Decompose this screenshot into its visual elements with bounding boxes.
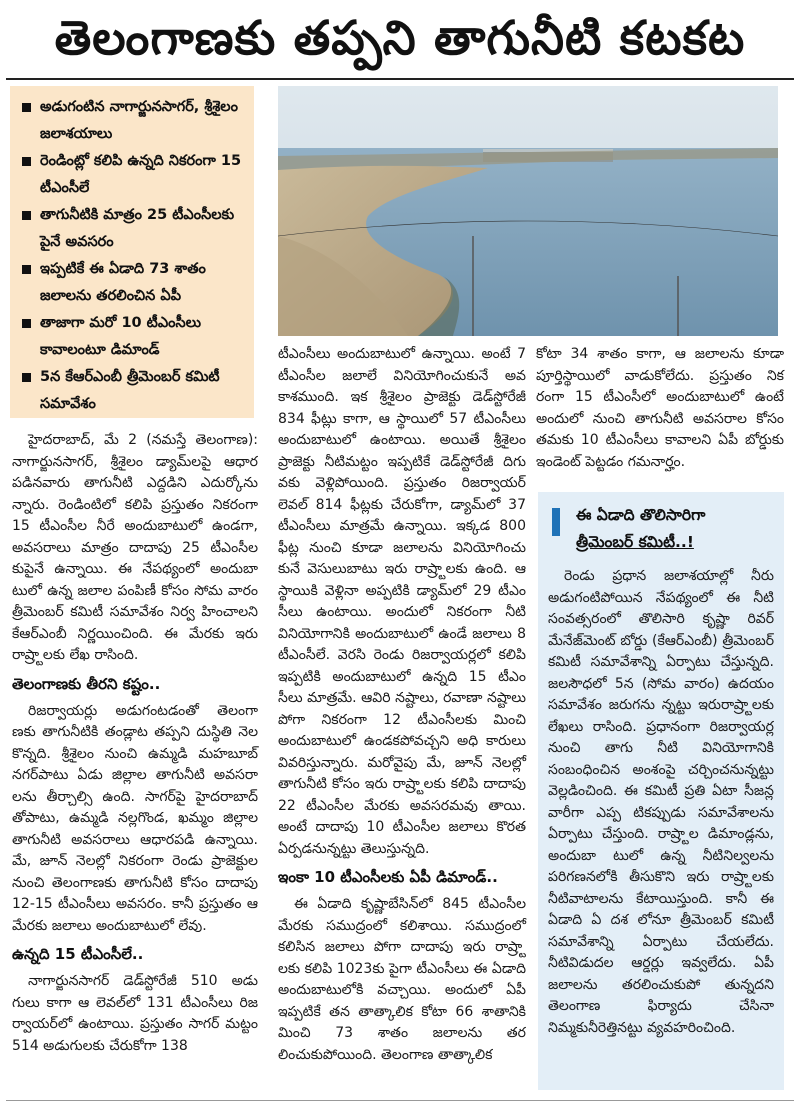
reservoir-photo	[278, 86, 778, 336]
headline: తెలంగాణకు తప్పని తాగునీటి కటకట	[54, 11, 746, 66]
paragraph: కోటా 34 శాతం కాగా, ఆ జలాలను కూడా పూర్తిస్థాయిలో వాడుకోలేదు. ప్రస్తుతం నిక రంగా 15 టీఎంసీలో అందుబాటులో ఉంటే అందులో నుంచి తాగునీటి అవసరాల కోసం తమకు 10 టీఎంసీలు కావాలని ఏపీ బోర్డుకు ఇండెంట్ పెట్టడం గమనార్హం.	[536, 346, 784, 470]
sidebar-title-line-1: ఈ ఏడాది తొలిసారిగా	[576, 506, 706, 524]
subheading: ఇంకా 10 టీఎంసీలకు ఏపీ డిమాండ్..	[278, 868, 498, 886]
sidebar-box-body	[548, 566, 774, 1039]
accent-bar	[552, 508, 560, 536]
bottom-rule	[6, 1100, 794, 1101]
summary-point: తాజాగా మరో 10 టీఎంసీలు కావాలంటూ డిమాండ్	[20, 310, 246, 364]
subheading: ఉన్నది 15 టీఎంసీలే..	[12, 945, 144, 963]
summary-point: రెండింట్లో కలిపి ఉన్నది నికరంగా 15 టీఎంసీలే	[20, 148, 246, 202]
summary-point: తాగునీటికి మాత్రం 25 టీఎంసీలకు పైనే అవసరం	[20, 202, 246, 256]
sidebar-box-title	[548, 502, 774, 556]
paragraph: హైదరాబాద్, మే 2 (నమస్తే తెలంగాణ): నాగార్జునసాగర్, శ్రీశైలం డ్యామ్‌లపై ఆధార పడినవారు తాగునీటి ఎద్దడిని ఎదుర్కోను న్నారు. రెండింటిలో కలిపి ప్రస్తుతం నికరంగా 15 టీఎంసీల నీరే అందుబాటులో ఉండగా, అవసరాలు మాత్రం దాదాపు 25 టీఎంసీల కుపైనే ఉన్నాయి. ఈ నేపథ్యంలో అందుబా టులో ఉన్న జలాల పంపిణీ కోసం సోమ వారం త్రీమెంబర్ కమిటీ సమావేశం నిర్వ హించాలని కేఆర్ఎంబీ నిర్ణయించింది. ఈ మేరకు ఇరు రాష్ర్టాలకు లేఖ రాసింది.	[12, 432, 258, 663]
summary-box	[10, 86, 254, 418]
article-column-2	[278, 344, 526, 1072]
paragraph: టీఎంసీలు అందుబాటులో ఉన్నాయి. అంటే 7 టీఎంసీల జలాలే వినియోగించుకునే అవ కాశముంది. ఇక శ్రీశైలం ప్రాజెక్టు డెడ్‌స్టోరేజీ 834 ఫీట్లు కాగా, ఆ స్థాయిలో 57 టీఎంసీలు అందుబాటులో ఉంటాయి. అయితే శ్రీశైలం ప్రాజెక్టు నీటిమట్టం ఇప్పటికే డెడ్‌స్టోరేజీ దిగు వకు వెళ్లిపోయింది. ప్రస్తుతం రిజర్వాయర్ లెవల్ 814 ఫీట్లకు చేరుకోగా, డ్యామ్‌లో 37 టీఎంసీలు మాత్రమే ఉన్నాయి. ఇక్కడ 800 ఫీట్ల నుంచి కూడా జలాలను వినియోగించు కునే వెసులుబాటు ఇరు రాష్ర్టాలకు ఉంది. ఆ స్థాయికి వెళ్లినా అప్పటికి డ్యామ్‌లో 29 టీఎం సీలు ఉంటాయి. అందులో నికరంగా నీటి వినియోగానికి అందుబాటులో ఉండే జలాలు 8 టీఎంసీలే. వెరసి రెండు రిజర్వాయర్లలో కలిపి ఇప్పటికి అందుబాటులో ఉన్నది 15 టీఎం సీలు మాత్రమే. ఆవిరి నష్టాలు, రవాణా నష్టాలు పోగా నికరంగా 12 టీఎంసీలకు మించి అందుబాటులో ఉండకపోవచ్చని అధి కారులు వివరిస్తున్నారు. మరోవైపు మే, జూన్ నెలల్లో తాగునీటి కోసం ఇరు రాష్ర్టాలకు కలిపి దాదాపు 22 టీఎంసీల మేరకు అవసరమవు తాయి. అంటే దాదాపు 10 టీఎంసీల జలాలు కొరత ఏర్పడనున్నట్టు తెలుస్తున్నది.	[278, 346, 526, 857]
paragraph: రిజర్వాయర్లు అడుగంటడంతో తెలంగా ణకు తాగునీటికి తండ్లాట తప్పని దుస్థితి నెల కొన్నది. శ్రీశైలం నుంచి ఉమ్మడి మహబూబ్ నగర్‌పాటు ఏడు జిల్లాల తాగునీటి అవసరా లను తీర్చాల్సి ఉంది. సాగర్‌పై హైదరాబాద్ తోపాటు, ఉమ్మడి నల్లగొండ, ఖమ్మం జిల్లాల తాగునీటి అవసరాలు ఆధారపడి ఉన్నాయి. మే, జూన్ నెలల్లో నికరంగా రెండు ప్రాజెక్టుల నుంచి తెలంగాణకు తాగునీటి కోసం దాదాపు 12-15 టీఎంసీలు అవసరం. కానీ ప్రస్తుతం ఆ మేరకు జలాలు అందుబాటులో లేవు.	[12, 702, 258, 934]
summary-point: 5న కేఆర్ఎంబీ త్రీమెంబర్ కమిటీ సమావేశం	[20, 364, 246, 418]
sidebar-box	[538, 492, 784, 1090]
sidebar-title-line-2: త్రీమెంబర్ కమిటీ..!	[576, 533, 694, 551]
headline-rule	[6, 78, 794, 80]
summary-point: ఇప్పటికే ఈ ఏడాది 73 శాతం జలాలను తరలించిన ఏపీ	[20, 256, 246, 310]
paragraph: రెండు ప్రధాన జలాశయాల్లో నీరు అడుగంటిపోయిన నేపథ్యంలో ఈ నీటి సంవత్సరంలో తొలిసారి కృష్ణా రివర్ మేనేజ్‌మెంట్ బోర్డు (కేఆర్ఎంబీ) త్రీమెంబర్ కమిటీ సమావేశాన్ని ఏర్పాటు చేస్తున్నది. జలసౌధలో 5న (సోమ వారం) ఉదయం సమావేశం జరుగను న్నట్టు ఇరురాష్ర్టాలకు లేఖలు రాసింది. ప్రధానంగా రిజర్వాయర్ల నుంచి తాగు నీటి వినియోగానికి సంబంధించిన అంశంపై చర్చించనున్నట్టు వెల్లడించింది. ఈ కమిటీ ప్రతి ఏటా సీజన్ల వారీగా ఎప్ప టికప్పుడు సమావేశాలను ఏర్పాటు చేస్తుంది. రాష్ర్టాల డిమాండ్లను, అందుబా టులో ఉన్న నీటినిల్వలను పరిగణనలోకి తీసుకొని ఇరు రాష్ర్టాలకు నీటివాటాలను కేటాయిస్తుంది. కానీ ఈ ఏడాది ఏ దశ లోనూ త్రీమెంబర్ కమిటీ సమావేశాన్ని ఏర్పాటు చేయలేదు. నీటివిడుదల ఆర్డర్లు ఇవ్వలేదు. ఏపీ జలాలను తరలించుకుపో తున్నదని తెలంగాణ ఫిర్యాదు చేసినా నిమ్మకునీరెత్తినట్టు వ్యవహరించింది.	[548, 568, 774, 1036]
subheading: తెలంగాణకు తీరని కష్టం..	[12, 674, 161, 693]
article-column-3	[536, 344, 784, 479]
paragraph: ఈ ఏడాది కృష్ణాబేసిన్‌లో 845 టీఎంసీల మేరకు సముద్రంలో కలిశాయి. సముద్రంలో కలిసిన జలాలు పోగా దాదాపు ఇరు రాష్ర్టా లకు కలిపి 1023కు పైగా టీఎంసీలు ఈ ఏడాది అందుబాటులోకి వచ్చాయి. అందులో ఏపీ ఇప్పటికే తన తాత్కాలిక కోటా 66 శాతానికి మించి 73 శాతం జలాలను తర లించుకుపోయింది. తెలంగాణ తాత్కాలిక	[278, 896, 526, 1063]
article-column-1	[12, 430, 258, 1063]
paragraph: నాగార్జునసాగర్ డెడ్‌స్టోరేజీ 510 అడు గులు కాగా ఆ లెవల్‌లో 131 టీఎంసీలు రిజ ర్వాయర్‌లో ఉంటాయి. ప్రస్తుతం సాగర్ మట్టం 514 అడుగులకు చేరుకోగా 138	[12, 973, 258, 1054]
summary-point: అడుగంటిన నాగార్జునసాగర్, శ్రీశైలం జలాశయాలు	[20, 94, 246, 148]
